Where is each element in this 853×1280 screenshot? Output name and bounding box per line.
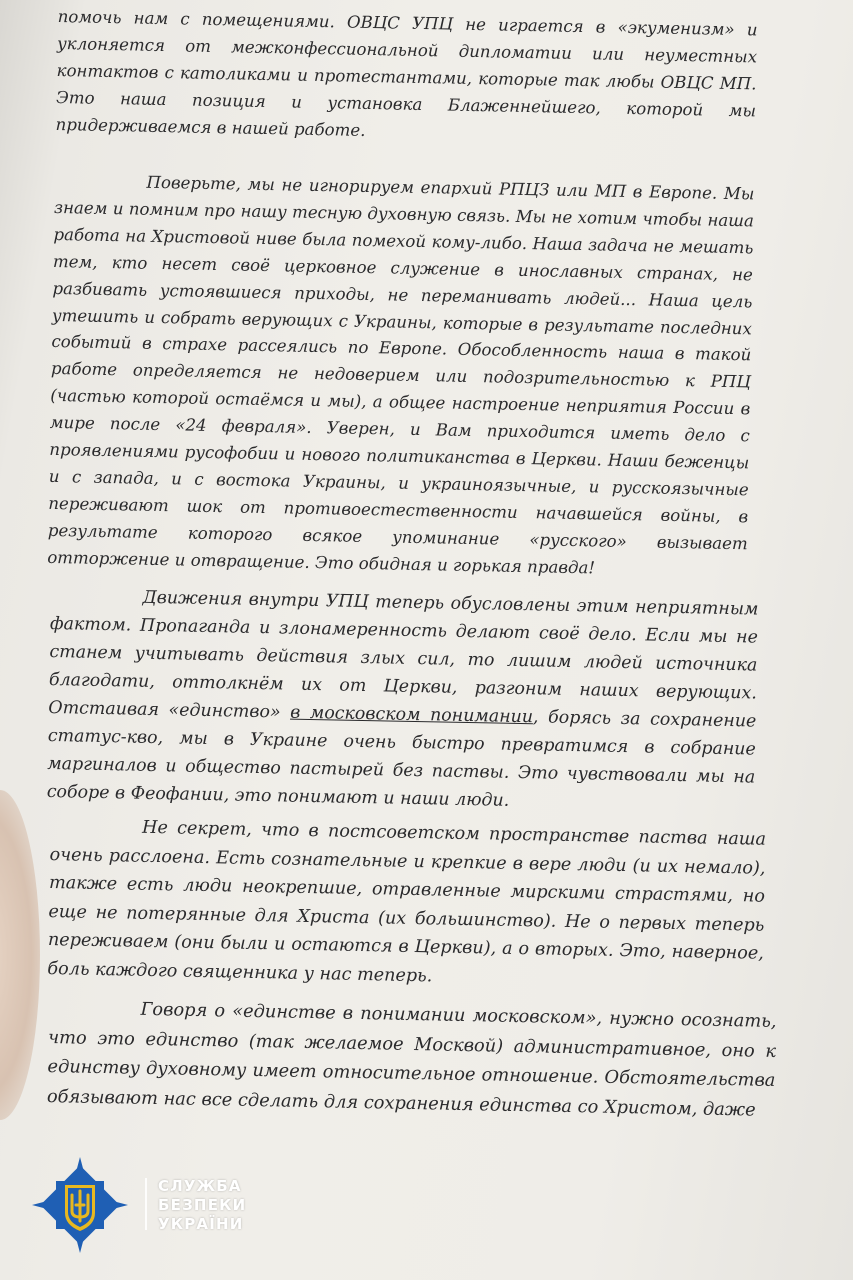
paragraph-1: помочь нам с помещениями. ОВЦС УПЦ не играется в «экуменизм» и уклоняется от межконфессиональной дипломатии или неуместных контактов с католиками и протестантами, которые так любы ОВЦС МП. Это наша позиция и установка Блаженнейшего, которой мы придерживаемся в нашей работе. xyxy=(55,6,758,140)
wordmark-line-3: УКРАЇНИ xyxy=(158,1215,244,1233)
paragraph-3-end: , борясь за сохранение статус-кво, мы в Украине очень быстро превратимся в собрание маргиналов и общество пастырей без паствы. Это чувствовали мы на соборе в Феофании, это понимают и наши люди. xyxy=(46,707,757,811)
paragraph-2: Поверьте, мы не игнорируем епархий РПЦЗ или МП в Европе. Мы знаем и помним про нашу тесную духовную связь. Мы не хотим чтобы наша работа на Христовой ниве была помехой кому-либо. Наша задача не мешать тем, кто несет своё церковное служение в инославных странах, не разбивать устоявшиеся приходы, не переманивать людей... Наша цель утешить и собрать верующих с Украины, которые в результате последних событий в страхе рассеялись по Европе. Обособленность наша в такой работе определяется не недоверием или подозрительностью к РПЦ (частью которой остаёмся и мы), а общее настроение неприятия России в мире после «24 февраля». Уверен, и Вам приходится иметь дело с проявлениями русофобии и нового политиканства в Церкви. Наши беженцы и с запада, и с востока Украины, и украиноязычные, и русскоязычные переживают шок от противоестественности начавшейся войны, в результате которого всякое упоминание «русского» вызывает отторжение и отвращение. Это обидная и горькая правда! xyxy=(47,172,755,578)
sbu-wordmark xyxy=(158,1177,246,1234)
wordmark-line-1: СЛУЖБА xyxy=(158,1177,242,1195)
paragraph-5: Говоря о «единстве в понимании московском», нужно осознать, что это единство (так желаемое Москвой) административное, оно к единству духовному имеет относительное отношение. Обстоятельства обязывают нас все сделать для сохранения единства со Христом, даже xyxy=(46,998,777,1121)
underlined-phrase: в московском понимании xyxy=(289,702,534,728)
paragraph-4: Не секрет, что в постсоветском пространстве паства наша очень расслоена. Есть сознательные и крепкие в вере люди (и их немало), также есть люди неокрепшие, отравленные мирскими страстями, но еще не потерянные для Христа (их большинство). Не о первых теперь переживаем (они были и остаются в Церкви), а о вторых. Это, наверное, боль каждого священника у нас теперь. xyxy=(47,817,767,987)
wordmark-divider xyxy=(145,1178,147,1230)
paragraph-3 xyxy=(47,582,759,820)
sbu-emblem-icon xyxy=(30,1155,130,1255)
wordmark-line-2: БЕЗПЕКИ xyxy=(158,1196,247,1214)
paragraph-3-start: Движения внутри УПЦ теперь обусловлены этим неприятным фактом. Пропаганда и злонамеренность делают своё дело. Если мы не станем учитывать действия злых сил, то лишим людей источника благодати, оттолкнём их от Церкви, разгоним наших верующих. Отстаивая «единство» xyxy=(48,587,759,723)
